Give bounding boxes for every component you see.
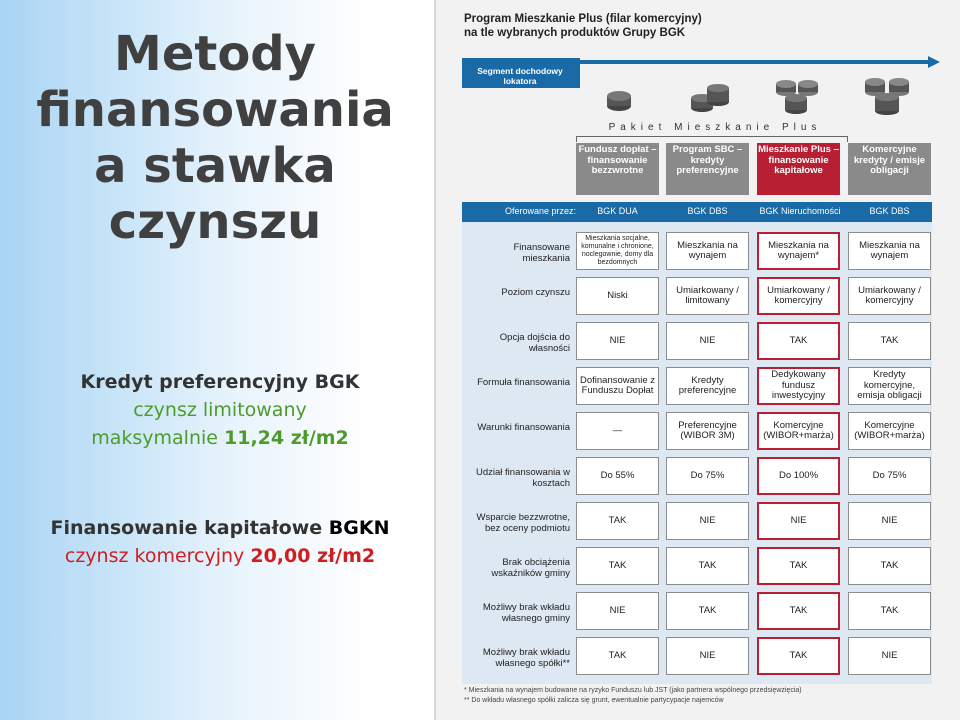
coin-stack-icon (604, 78, 634, 114)
table-cell-highlighted: Dedykowany fundusz inwestycyjny (757, 367, 840, 405)
row-label: Możliwy brak wkładu własnego gminy (482, 602, 570, 624)
table-cell: TAK (576, 637, 659, 675)
table-cell: — (576, 412, 659, 450)
row-label: Brak obciążenia wskaźników gminy (491, 557, 570, 579)
product-header-highlighted: Mieszkanie Plus – finansowanie kapitałowe (757, 143, 840, 195)
doc-title-line2: na tle wybranych produktów Grupy BGK (464, 27, 686, 39)
table-cell: NIE (576, 592, 659, 630)
offerer: BGK DBS (687, 206, 728, 216)
row-label: Poziom czynszu (501, 287, 570, 298)
info2-heading (0, 514, 440, 542)
offerer: BGK DBS (869, 206, 910, 216)
slide-title (0, 26, 430, 250)
table-cell-highlighted: Do 100% (757, 457, 840, 495)
table-cell: Dofinansowanie z Funduszu Dopłat (576, 367, 659, 405)
row-label: Wsparcie bezzwrotne, bez oceny podmiotu (476, 512, 570, 534)
table-cell-highlighted: Mieszkania na wynajem* (757, 232, 840, 270)
pakiet-bracket (576, 136, 848, 142)
table-cell: Do 75% (848, 457, 931, 495)
table-cell-highlighted: TAK (757, 547, 840, 585)
info1-rent-type: czynsz limitowany (133, 399, 307, 421)
pakiet-label: Pakiet Mieszkanie Plus (608, 122, 822, 133)
table-cell: NIE (848, 637, 931, 675)
product-header: Program SBC – kredyty preferencyjne (666, 143, 749, 195)
table-cell: NIE (666, 637, 749, 675)
doc-title (464, 12, 702, 40)
table-cell: Kredyty preferencyjne (666, 367, 749, 405)
row-label: Opcja dojścia do własności (499, 332, 570, 354)
row-label: Warunki finansowania (477, 422, 570, 433)
footnote: ** Do wkładu własnego spółki zalicza się grunt, ewentualnie partycypacje najemców (464, 697, 724, 704)
offerer: BGK Nieruchomości (759, 206, 841, 216)
doc-title-line1: Program Mieszkanie Plus (filar komercyjny) (464, 13, 702, 25)
info2-heading-prefix: Finansowanie kapitałowe (50, 517, 329, 539)
segment-label: Segment dochodowy lokatora (477, 66, 563, 86)
info1-heading: Kredyt preferencyjny BGK (80, 371, 360, 393)
table-cell: TAK (666, 592, 749, 630)
info2-brand: BGKN (328, 517, 390, 539)
table-cell-highlighted: TAK (757, 637, 840, 675)
row-label: Udział finansowania w kosztach (476, 467, 570, 489)
table-cell: NIE (848, 502, 931, 540)
offerer: BGK DUA (597, 206, 638, 216)
info-block-preferential-credit (0, 368, 440, 452)
coin-stack-icon (688, 78, 732, 114)
table-cell: Mieszkania socjalne, komunalne i chronione, noclegownie, domy dla bezdomnych (576, 232, 659, 270)
table-cell: Do 75% (666, 457, 749, 495)
info1-max-line (0, 424, 440, 452)
table-cell: Preferencyjne (WIBOR 3M) (666, 412, 749, 450)
table-cell: Niski (576, 277, 659, 315)
table-cell: Mieszkania na wynajem (666, 232, 749, 270)
coin-stack-icon (774, 78, 824, 116)
table-cell-highlighted: TAK (757, 592, 840, 630)
title-line: finansowania (36, 82, 394, 138)
table-cell: TAK (848, 322, 931, 360)
offered-by-label: Oferowane przez: (504, 206, 576, 216)
row-label: Finansowane mieszkania (513, 242, 570, 264)
row-label: Formuła finansowania (477, 377, 570, 388)
table-cell-highlighted: NIE (757, 502, 840, 540)
row-label: Możliwy brak wkładu własnego spółki** (482, 647, 570, 669)
table-cell: Komercyjne (WIBOR+marża) (848, 412, 931, 450)
table-cell: Umiarkowany / komercyjny (848, 277, 931, 315)
product-header: Komercyjne kredyty / emisje obligacji (848, 143, 931, 195)
coin-stack-icon (862, 78, 914, 116)
table-cell: Umiarkowany / limitowany (666, 277, 749, 315)
table-cell: TAK (576, 502, 659, 540)
info-block-capital-financing (0, 514, 440, 570)
table-cell: NIE (576, 322, 659, 360)
info2-rent-line (0, 542, 440, 570)
footnote: * Mieszkania na wynajem budowane na ryzyko Funduszu lub JST (jako partnera wspólnego przedsięwzięcia) (464, 687, 802, 694)
table-cell: TAK (848, 547, 931, 585)
table-cell: Kredyty komercyjne, emisja obligacji (848, 367, 931, 405)
info2-rent-value: 20,00 zł/m2 (250, 545, 376, 567)
left-panel (0, 0, 434, 720)
table-cell: TAK (848, 592, 931, 630)
table-cell: NIE (666, 322, 749, 360)
table-cell: TAK (576, 547, 659, 585)
table-cell: NIE (666, 502, 749, 540)
footnotes (464, 686, 944, 706)
table-cell: TAK (666, 547, 749, 585)
table-cell: Mieszkania na wynajem (848, 232, 931, 270)
table-cell-highlighted: TAK (757, 322, 840, 360)
document-scan (434, 0, 960, 720)
info1-max-prefix: maksymalnie (91, 427, 224, 449)
title-line: czynszu (108, 194, 322, 250)
product-header: Fundusz dopłat – finansowanie bezzwrotne (576, 143, 659, 195)
table-cell-highlighted: Umiarkowany / komercyjny (757, 277, 840, 315)
table-cell: Do 55% (576, 457, 659, 495)
info1-max-value: 11,24 zł/m2 (224, 427, 349, 449)
title-line: Metody (114, 26, 316, 82)
table-cell-highlighted: Komercyjne (WIBOR+marża) (757, 412, 840, 450)
title-line: a stawka (94, 138, 336, 194)
info2-rent-prefix: czynsz komercyjny (64, 545, 251, 567)
